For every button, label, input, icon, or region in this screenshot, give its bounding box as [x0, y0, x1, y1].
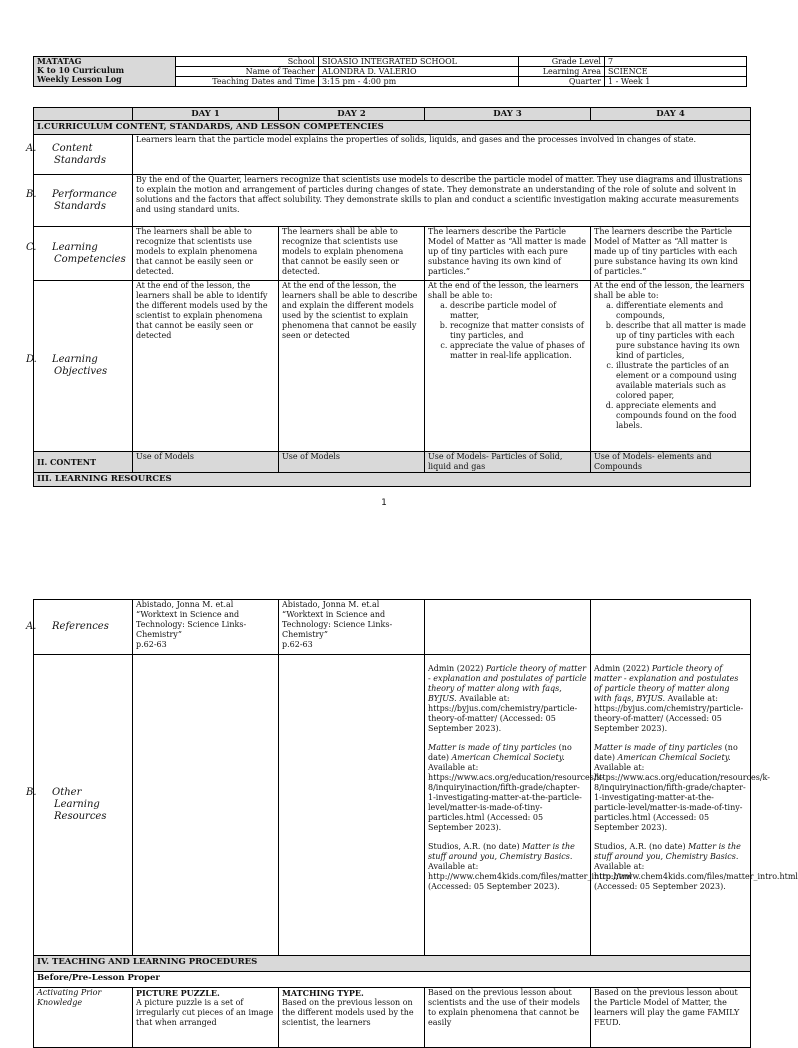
- activity-text: Based on the previous lesson on the different models used by the scientist, the learners: [282, 998, 414, 1027]
- resource-text: Studios, A.R. (no date): [428, 842, 523, 851]
- competency-day-3: The learners describe the Particle Model of Matter as “All matter is made up of tiny particles with each pure substance having its own kind of particles.”: [425, 227, 591, 281]
- other-resources-day-2: [279, 655, 425, 956]
- school-label: School: [176, 57, 319, 67]
- letter-c: C.: [26, 241, 37, 253]
- content-day-3: Use of Models- Particles of Solid, liquid and gas: [425, 452, 591, 473]
- letter-d: D.: [26, 354, 37, 365]
- reference-pages: p.62-63: [136, 640, 167, 649]
- header-title-line-3: Weekly Lesson Log: [37, 74, 122, 84]
- resource-link-text: Available at: https://byjus.com/chemistry/particle-theory-of-matter/ (Accessed: 05 September 2023).: [594, 694, 744, 733]
- reference-title: “Worktext in Science and Technology: Science Links-Chemistry”: [136, 610, 247, 639]
- resource-title: Matter is the stuff around you, Chemistry Basics.: [428, 842, 575, 861]
- objective-day-3-intro: At the end of the lesson, the learners shall be able to:: [428, 281, 579, 300]
- resource-acs: [594, 743, 770, 833]
- label-text: References: [52, 621, 109, 632]
- quarter-value: 1 - Week 1: [605, 77, 747, 87]
- label-text: Performance Standards: [52, 188, 117, 212]
- objective-day-4-list: [594, 301, 747, 431]
- resource-title: Particle theory of matter - explanation and postulates of particle theory of matter along with faqs, BYJUS.: [594, 664, 739, 703]
- section-procedures: IV. TEACHING AND LEARNING PROCEDURES: [34, 956, 751, 972]
- resource-byjus: [428, 664, 587, 734]
- header-title-block: [34, 57, 176, 87]
- reference-pages: p.62-63: [282, 640, 313, 649]
- objective-day-2: At the end of the lesson, the learners shall be able to describe and explain the different models used by the scientist to explain phenomena that cannot be easily seen or detected: [279, 281, 425, 452]
- letter-a: A.: [26, 621, 37, 632]
- activating-day-1: [133, 988, 279, 1048]
- letter-a: A.: [26, 142, 37, 154]
- other-resources-label: [26, 655, 133, 956]
- performance-standards-label: [26, 175, 133, 227]
- objective-day-1: At the end of the lesson, the learners shall be able to identify the different models used by the scientist to explain phenomena that cannot be easily seen or detected: [133, 281, 279, 452]
- resource-title: Particle theory of matter - explanation and postulates of particle theory of matter along with faqs, BYJUS.: [428, 664, 587, 703]
- content-label: II. CONTENT: [34, 452, 133, 473]
- resource-text: (no date): [428, 743, 572, 762]
- objective-day-3-list: [428, 301, 587, 361]
- content-standards-label: [26, 135, 133, 175]
- competency-day-4: The learners describe the Particle Model of Matter as “All matter is made up of tiny particles with each pure substance having its own kind of particles.”: [591, 227, 751, 281]
- resource-chem4kids: [428, 842, 632, 892]
- resource-link-text: Available at: https://www.acs.org/education/resources/k-8/inquiryinaction/fifth-grade/chapter-1-investigating-matter-at-the-particle-level/matter-is-made-of-tiny-particles.html (Accessed: 05 September 2023).: [594, 763, 770, 832]
- reference-day-2: [279, 600, 425, 655]
- label-text: Learning Objectives: [52, 354, 108, 377]
- label-text: Content Standards: [52, 142, 106, 166]
- header-table: [33, 56, 747, 87]
- content-day-1: Use of Models: [133, 452, 279, 473]
- other-resources-day-3: [425, 655, 632, 956]
- school-value: SIOASIO INTEGRATED SCHOOL: [319, 57, 519, 67]
- objective-day-4: [591, 281, 751, 452]
- area-value: SCIENCE: [605, 67, 747, 77]
- section-learning-resources: III. LEARNING RESOURCES: [34, 473, 751, 487]
- references-label: [26, 600, 133, 655]
- header-title-line-2: K to 10 Curriculum: [37, 65, 125, 75]
- resource-link-text: Available at: https://byjus.com/chemistry/particle-theory-of-matter/ (Accessed: 05 September 2023).: [428, 694, 578, 733]
- content-day-2: Use of Models: [279, 452, 425, 473]
- list-item: c. illustrate the particles of an element or a compound using available materials such as colored paper,: [616, 361, 747, 401]
- activating-label: Activating Prior Knowledge: [34, 988, 133, 1048]
- day-1-header: DAY 1: [133, 108, 279, 121]
- resource-publisher: American Chemical Society.: [617, 753, 731, 762]
- before-lesson-heading: Before/Pre-Lesson Proper: [34, 972, 751, 988]
- other-resources-day-4: [591, 655, 798, 956]
- objective-day-4-intro: At the end of the lesson, the learners shall be able to:: [594, 281, 745, 300]
- day-4-header: DAY 4: [591, 108, 751, 121]
- area-label: Learning Area: [519, 67, 605, 77]
- activating-day-3: Based on the previous lesson about scientists and the use of their models to explain phenomena that cannot be easily: [425, 988, 591, 1048]
- list-item: b. describe that all matter is made up of tiny particles with each pure substance having its own kind of particles,: [616, 321, 747, 361]
- header-title-line-1: MATATAG: [37, 56, 82, 66]
- list-item: c. appreciate the value of phases of matter in real-life application.: [450, 341, 587, 361]
- list-item: d. appreciate elements and compounds found on the food labels.: [616, 401, 747, 431]
- content-day-4: Use of Models- elements and Compounds: [591, 452, 751, 473]
- competency-day-1: The learners shall be able to recognize that scientists use models to explain phenomena that cannot be easily seen or detected.: [133, 227, 279, 281]
- resource-chem4kids: [594, 842, 798, 892]
- label-text: Learning Competencies: [52, 241, 126, 265]
- resource-text: Studios, A.R. (no date): [594, 842, 689, 851]
- day-2-header: DAY 2: [279, 108, 425, 121]
- competency-day-2: The learners shall be able to recognize that scientists use models to explain phenomena that cannot be easily seen or detected.: [279, 227, 425, 281]
- page-two: [0, 599, 798, 1048]
- objectives-label: [26, 281, 133, 452]
- resource-text: Admin (2022): [594, 664, 652, 673]
- resource-title: Matter is the stuff around you, Chemistry Basics.: [594, 842, 741, 861]
- list-item: b. recognize that matter consists of tiny particles, and: [450, 321, 587, 341]
- reference-title: “Worktext in Science and Technology: Science Links-Chemistry”: [282, 610, 393, 639]
- resource-byjus: [594, 664, 747, 734]
- activity-text: A picture puzzle is a set of irregularly cut pieces of an image that when arranged: [136, 998, 274, 1027]
- reference-author: Abistado, Jonna M. et.al: [136, 600, 234, 609]
- activity-title: MATCHING TYPE.: [282, 988, 364, 998]
- resource-text: (no date): [594, 743, 738, 762]
- list-item: a. describe particle model of matter,: [450, 301, 587, 321]
- quarter-label: Quarter: [519, 77, 605, 87]
- day-3-header: DAY 3: [425, 108, 591, 121]
- activating-day-2: [279, 988, 425, 1048]
- grade-value: 7: [605, 57, 747, 67]
- dates-value: 3:15 pm - 4:00 pm: [319, 77, 519, 87]
- resource-text: Admin (2022): [428, 664, 486, 673]
- page-one: [0, 56, 768, 487]
- section-curriculum: I.CURRICULUM CONTENT, STANDARDS, AND LESSON COMPETENCIES: [34, 121, 751, 135]
- content-standards-text: Learners learn that the particle model explains the properties of solids, liquids, and gases and the processes involved in changes of state.: [133, 135, 751, 175]
- lesson-table-page-1: [26, 107, 751, 487]
- list-item: a. differentiate elements and compounds,: [616, 301, 747, 321]
- corner-cell: [34, 108, 133, 121]
- label-text: Other Learning Resources: [52, 787, 107, 822]
- reference-day-4: [591, 600, 751, 655]
- letter-b: B.: [26, 787, 37, 798]
- teacher-label: Name of Teacher: [176, 67, 319, 77]
- teacher-value: ALONDRA D. VALERIO: [319, 67, 519, 77]
- other-resources-day-1: [133, 655, 279, 956]
- page-number: 1: [381, 498, 387, 508]
- activating-day-4: Based on the previous lesson about the Particle Model of Matter, the learners will play the game FAMILY FEUD.: [591, 988, 751, 1048]
- resource-publisher: American Chemical Society.: [451, 753, 565, 762]
- dates-label: Teaching Dates and Time: [176, 77, 319, 87]
- resource-title: Matter is made of tiny particles: [428, 743, 557, 752]
- resource-acs: [428, 743, 604, 833]
- letter-b: B.: [26, 188, 37, 200]
- resource-link-text: Available at: http://www.chem4kids.com/files/matter_intro.html (Accessed: 05 September 2023).: [594, 862, 798, 891]
- resource-link-text: Available at: http://www.chem4kids.com/files/matter_intro.html (Accessed: 05 September 2023).: [428, 862, 632, 891]
- competencies-label: [26, 227, 133, 281]
- reference-day-1: [133, 600, 279, 655]
- objective-day-3: [425, 281, 591, 452]
- reference-day-3: [425, 600, 591, 655]
- resource-title: Matter is made of tiny particles: [594, 743, 723, 752]
- grade-label: Grade Level: [519, 57, 605, 67]
- performance-standards-text: By the end of the Quarter, learners recognize that scientists use models to describe the particle model of matter. They use diagrams and illustrations to explain the motion and arrangement of particles during changes of state. They demonstrate an understanding of the role of solute and solvent in solutions and the factors that affect solubility. They demonstrate skills to plan and conduct a scientific investigation making accurate measurements and using standard units.: [133, 175, 751, 227]
- reference-author: Abistado, Jonna M. et.al: [282, 600, 380, 609]
- activity-title: PICTURE PUZZLE.: [136, 988, 220, 998]
- resource-link-text: Available at: https://www.acs.org/education/resources/k-8/inquiryinaction/fifth-grade/chapter-1-investigating-matter-at-the-particle-level/matter-is-made-of-tiny-particles.html (Accessed: 05 September 2023).: [428, 763, 604, 832]
- lesson-table-page-2: [26, 599, 798, 1048]
